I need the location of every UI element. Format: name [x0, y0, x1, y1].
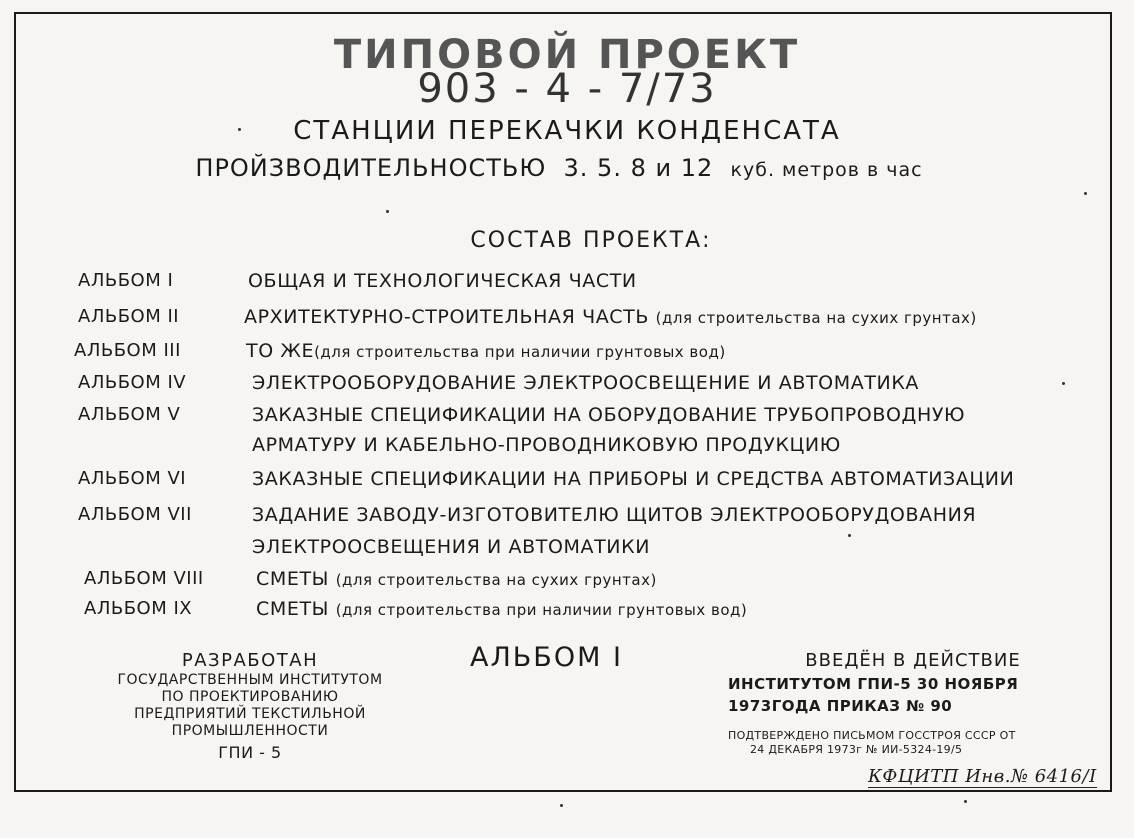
album-row — [0, 434, 1134, 464]
album-number: АЛЬБОМ VIII — [84, 568, 204, 589]
album-row — [0, 404, 1134, 434]
capacity-line — [0, 154, 1126, 182]
album-row — [0, 504, 1134, 534]
paper-speck — [1062, 382, 1065, 385]
album-row — [0, 598, 1134, 628]
developer-line: ПРОМЫШЛЕННОСТИ — [171, 723, 329, 739]
album-number: АЛЬБОМ V — [78, 404, 181, 425]
enacted-line: ИНСТИТУТОМ ГПИ-5 30 НОЯБРЯ — [728, 675, 1019, 693]
paper-speck — [386, 210, 389, 213]
album-description: ЗАКАЗНЫЕ СПЕЦИФИКАЦИИ НА ПРИБОРЫ И СРЕДСТВА АВТОМАТИЗАЦИИ — [252, 468, 1015, 490]
capacity-values: 3. 5. 8 и 12 — [563, 154, 714, 182]
confirmation-note: ПОДТВЕРЖДЕНО ПИСЬМОМ ГОССТРОЯ СССР ОТ 24 ДЕКАБРЯ 1973г № ИИ-5324-19/5 — [728, 729, 1016, 756]
album-label: АЛЬБОМ I — [470, 642, 623, 673]
paper-speck — [848, 534, 851, 537]
album-number: АЛЬБОМ IV — [78, 372, 187, 393]
album-description: ЗАДАНИЕ ЗАВОДУ-ИЗГОТОВИТЕЛЮ ЩИТОВ ЭЛЕКТРООБОРУДОВАНИЯ — [252, 504, 977, 526]
developer-block — [80, 650, 420, 761]
album-description: АРХИТЕКТУРНО-СТРОИТЕЛЬНАЯ ЧАСТЬ (для строительства на сухих грунтах) — [244, 306, 977, 328]
album-row — [0, 270, 1134, 300]
paper-speck — [560, 804, 563, 807]
developer-head: РАЗРАБОТАН — [181, 650, 319, 671]
project-number: 903 - 4 - 7/73 — [417, 66, 717, 112]
developer-line: ГПИ - 5 — [218, 743, 282, 762]
album-description: ЭЛЕКТРООСВЕЩЕНИЯ И АВТОМАТИКИ — [252, 536, 651, 558]
album-description: ЭЛЕКТРООБОРУДОВАНИЕ ЭЛЕКТРООСВЕЩЕНИЕ И АВТОМАТИКА — [252, 372, 920, 394]
album-number: АЛЬБОМ I — [78, 270, 174, 291]
capacity-label: ПРОЙЗВОДИТЕЛЬНОСТЬЮ — [195, 154, 547, 182]
album-number: АЛЬБОМ VII — [78, 504, 192, 525]
enacted-block — [728, 650, 1108, 757]
album-description: СМЕТЫ (для строительства при наличии грунтовых вод) — [256, 598, 748, 620]
album-number: АЛЬБОМ III — [74, 340, 181, 361]
paper-speck — [238, 128, 241, 131]
album-description: СМЕТЫ (для строительства на сухих грунтах) — [256, 568, 657, 590]
album-number: АЛЬБОМ VI — [78, 468, 187, 489]
album-description: ТО ЖЕ(для строительства при наличии грунтовых вод) — [246, 340, 726, 362]
document-title: ТИПОВОЙ ПРОЕКТ — [333, 32, 801, 78]
album-row — [0, 568, 1134, 598]
album-row — [0, 306, 1134, 336]
album-row — [0, 340, 1134, 370]
developer-line: ГОСУДАРСТВЕННЫМ ИНСТИТУТОМ — [117, 672, 383, 688]
enacted-line: 1973ГОДА ПРИКАЗ № 90 — [728, 697, 953, 715]
paper-speck — [964, 800, 967, 803]
paper-speck — [1084, 192, 1087, 195]
album-number: АЛЬБОМ IX — [84, 598, 193, 619]
developer-line: ПРЕДПРИЯТИЙ ТЕКСТИЛЬНОЙ — [134, 706, 366, 722]
album-row — [0, 468, 1134, 498]
album-description: АРМАТУРУ И КАБЕЛЬНО-ПРОВОДНИКОВУЮ ПРОДУКЦИЮ — [252, 434, 841, 456]
project-subject: СТАНЦИИ ПЕРЕКАЧКИ КОНДЕНСАТА — [293, 116, 841, 146]
developer-line: ПО ПРОЕКТИРОВАНИЮ — [161, 689, 339, 705]
album-number: АЛЬБОМ II — [78, 306, 180, 327]
album-description: ЗАКАЗНЫЕ СПЕЦИФИКАЦИИ НА ОБОРУДОВАНИЕ ТРУБОПРОВОДНУЮ — [252, 404, 966, 426]
inventory-stamp: КФЦИТП Инв.№ 6416/I — [868, 766, 1097, 787]
album-row — [0, 536, 1134, 566]
enacted-head: ВВЕДЁН В ДЕЙСТВИЕ — [805, 650, 1021, 671]
album-description: ОБЩАЯ И ТЕХНОЛОГИЧЕСКАЯ ЧАСТИ — [248, 270, 637, 292]
contents-title: СОСТАВ ПРОЕКТА: — [470, 228, 712, 253]
album-row — [0, 372, 1134, 402]
capacity-unit: куб. метров в час — [730, 159, 923, 181]
